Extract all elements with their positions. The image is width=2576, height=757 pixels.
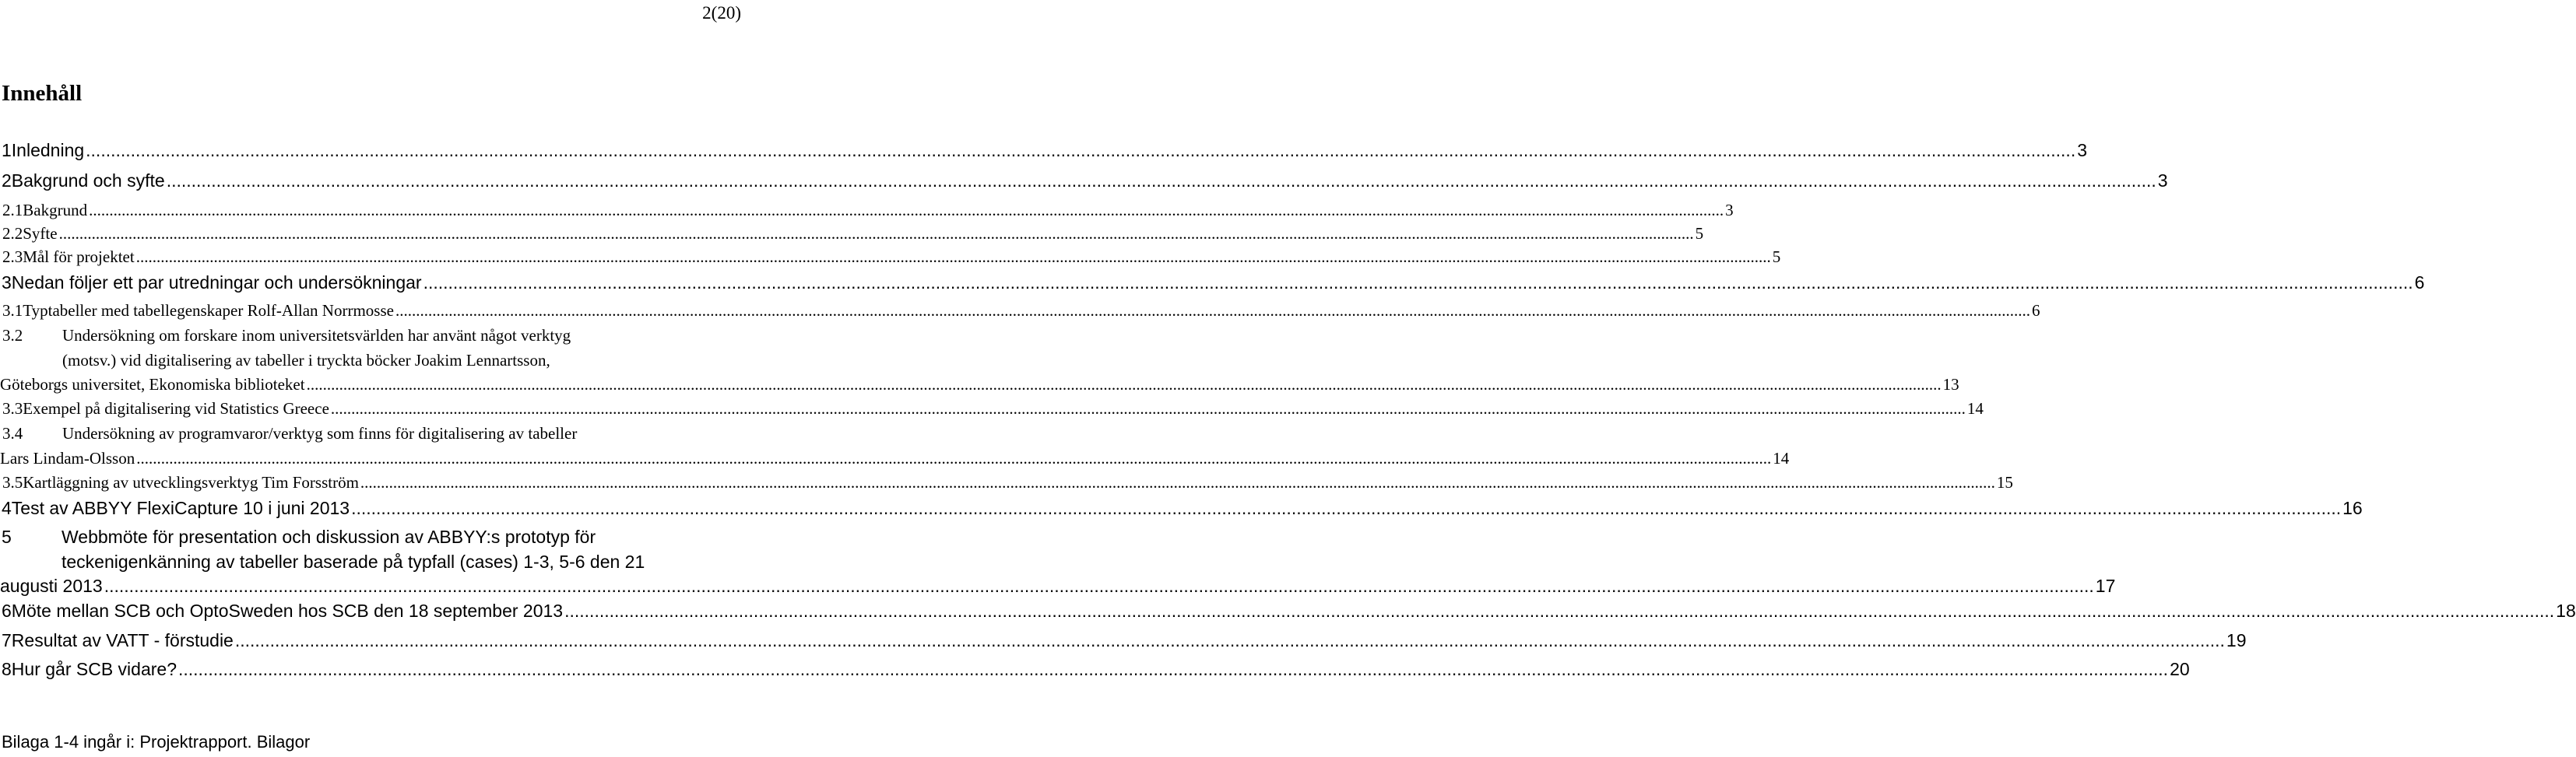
toc-number: 2.1 [2, 201, 23, 219]
toc-page-number: 3 [2157, 170, 2168, 191]
toc-line [0, 601, 2576, 622]
toc-line [0, 272, 2425, 293]
toc-line [0, 630, 2247, 651]
toc-leader-dots: ................................................................................................................................................................................................................................................................................................................................................................................................................ [178, 659, 2169, 679]
toc-number: 8 [2, 659, 12, 679]
toc-title: Mål för projektet [23, 247, 135, 266]
toc-line [0, 140, 2088, 161]
toc-line [0, 301, 2040, 321]
toc-leader-dots: ................................................................................................................................................................................................................................................................................................................................................................................................................ [58, 224, 1694, 243]
toc-line [0, 326, 743, 345]
toc-title: (motsv.) vid digitalisering av tabeller i tryckta böcker Joakim Lennartsson, [62, 350, 550, 370]
toc-page-number: 6 [2031, 301, 2040, 320]
toc-page-number: 13 [1942, 375, 1959, 394]
toc-page-number: 3 [2077, 140, 2088, 160]
toc-line [0, 576, 2116, 597]
toc-title: Kartläggning av utvecklingsverktyg Tim Forsström [23, 473, 359, 492]
toc-title: Undersökning om forskare inom universitetsvärlden har använt något verktyg [62, 326, 571, 345]
toc-leader-dots: ................................................................................................................................................................................................................................................................................................................................................................................................................ [423, 272, 2413, 293]
toc-title: Typtabeller med tabellegenskaper Rolf-Allan Norrmosse [23, 301, 394, 320]
toc-line [0, 351, 743, 370]
toc-line [0, 527, 743, 548]
toc-page-number: 5 [1695, 224, 1704, 243]
toc-title: Syfte [23, 224, 58, 243]
toc-number: 3.5 [2, 473, 23, 492]
toc-title: Bakgrund och syfte [11, 170, 165, 191]
toc-line [0, 170, 2168, 191]
toc-page-number: 6 [2414, 272, 2425, 293]
toc-title: Hur går SCB vidare? [11, 659, 177, 679]
toc-page-number: 20 [2170, 659, 2190, 679]
toc-number: 3.1 [2, 301, 23, 320]
toc-title: Inledning [11, 140, 85, 160]
toc-number: 7 [2, 630, 12, 650]
toc-number: 3.2 [2, 326, 23, 345]
toc-leader-dots: ................................................................................................................................................................................................................................................................................................................................................................................................................ [89, 201, 1724, 219]
toc-page-number: 3 [1725, 201, 1734, 219]
toc-title: Undersökning av programvaror/verktyg som finns för digitalisering av tabeller [62, 424, 578, 443]
toc-leader-dots: ................................................................................................................................................................................................................................................................................................................................................................................................................ [330, 399, 1966, 418]
toc-page-number: 18 [2556, 601, 2576, 621]
toc-number: 6 [2, 601, 12, 621]
toc-number: 3.3 [2, 399, 23, 418]
toc-title: Lars Lindam-Olsson [0, 448, 135, 468]
toc-leader-dots: ................................................................................................................................................................................................................................................................................................................................................................................................................ [104, 576, 2094, 596]
toc-leader-dots: ................................................................................................................................................................................................................................................................................................................................................................................................................ [306, 375, 1942, 394]
toc-leader-dots: ................................................................................................................................................................................................................................................................................................................................................................................................................ [234, 630, 2225, 650]
toc-page-number: 14 [1966, 399, 1984, 418]
toc-heading: Innehåll [2, 81, 83, 106]
toc-number: 3.4 [2, 424, 23, 443]
toc-line [0, 247, 1781, 267]
toc-number: 2.3 [2, 247, 23, 266]
toc-line [0, 201, 1734, 220]
toc-number: 3 [2, 272, 12, 293]
toc-number: 1 [2, 140, 12, 160]
toc-leader-dots: ................................................................................................................................................................................................................................................................................................................................................................................................................ [351, 498, 2342, 518]
toc-page-number: 17 [2095, 576, 2116, 596]
toc-number: 2.2 [2, 224, 23, 243]
toc-page-number: 5 [1772, 247, 1781, 266]
toc-line [0, 473, 2013, 492]
toc-title: Nedan följer ett par utredningar och undersökningar [11, 272, 422, 293]
toc-line [0, 224, 1704, 244]
toc-line [0, 552, 743, 573]
toc-line [0, 448, 1790, 468]
toc-title: Bakgrund [23, 201, 88, 219]
toc-title: Webbmöte för presentation och diskussion av ABBYY:s prototyp för [62, 527, 596, 547]
toc-title: Test av ABBYY FlexiCapture 10 i juni 2013 [11, 498, 350, 518]
toc-leader-dots: ................................................................................................................................................................................................................................................................................................................................................................................................................ [136, 448, 1772, 468]
page-number: 2(20) [702, 3, 741, 23]
toc-leader-dots: ................................................................................................................................................................................................................................................................................................................................................................................................................ [166, 170, 2156, 191]
toc-page-number: 15 [1996, 473, 2013, 492]
toc-line [0, 498, 2363, 519]
toc-line [0, 399, 1984, 419]
toc-page-number: 16 [2342, 498, 2363, 518]
toc-title: teckenigenkänning av tabeller baserade på typfall (cases) 1-3, 5-6 den 21 [62, 551, 645, 572]
toc-leader-dots: ................................................................................................................................................................................................................................................................................................................................................................................................................ [360, 473, 1995, 492]
toc-leader-dots: ................................................................................................................................................................................................................................................................................................................................................................................................................ [86, 140, 2076, 160]
toc-leader-dots: ................................................................................................................................................................................................................................................................................................................................................................................................................ [564, 601, 2555, 621]
toc-line [0, 659, 2190, 680]
toc-leader-dots: ................................................................................................................................................................................................................................................................................................................................................................................................................ [135, 247, 1771, 266]
toc-title: Möte mellan SCB och OptoSweden hos SCB den 18 september 2013 [11, 601, 564, 621]
toc-page-number: 19 [2226, 630, 2247, 650]
toc-line [0, 424, 743, 443]
toc-number: 5 [2, 527, 12, 547]
toc-number: 4 [2, 498, 12, 518]
toc-page-number: 14 [1773, 448, 1790, 468]
toc-leader-dots: ................................................................................................................................................................................................................................................................................................................................................................................................................ [395, 301, 2030, 320]
toc-title: Göteborgs universitet, Ekonomiska biblioteket [0, 375, 305, 394]
toc-number: 2 [2, 170, 12, 191]
toc-title: augusti 2013 [0, 576, 103, 596]
toc-title: Resultat av VATT - förstudie [11, 630, 234, 650]
toc-title: Exempel på digitalisering vid Statistics Greece [23, 399, 329, 418]
footer-note: Bilaga 1-4 ingår i: Projektrapport. Bilagor [2, 732, 311, 752]
toc-line [0, 375, 1959, 394]
